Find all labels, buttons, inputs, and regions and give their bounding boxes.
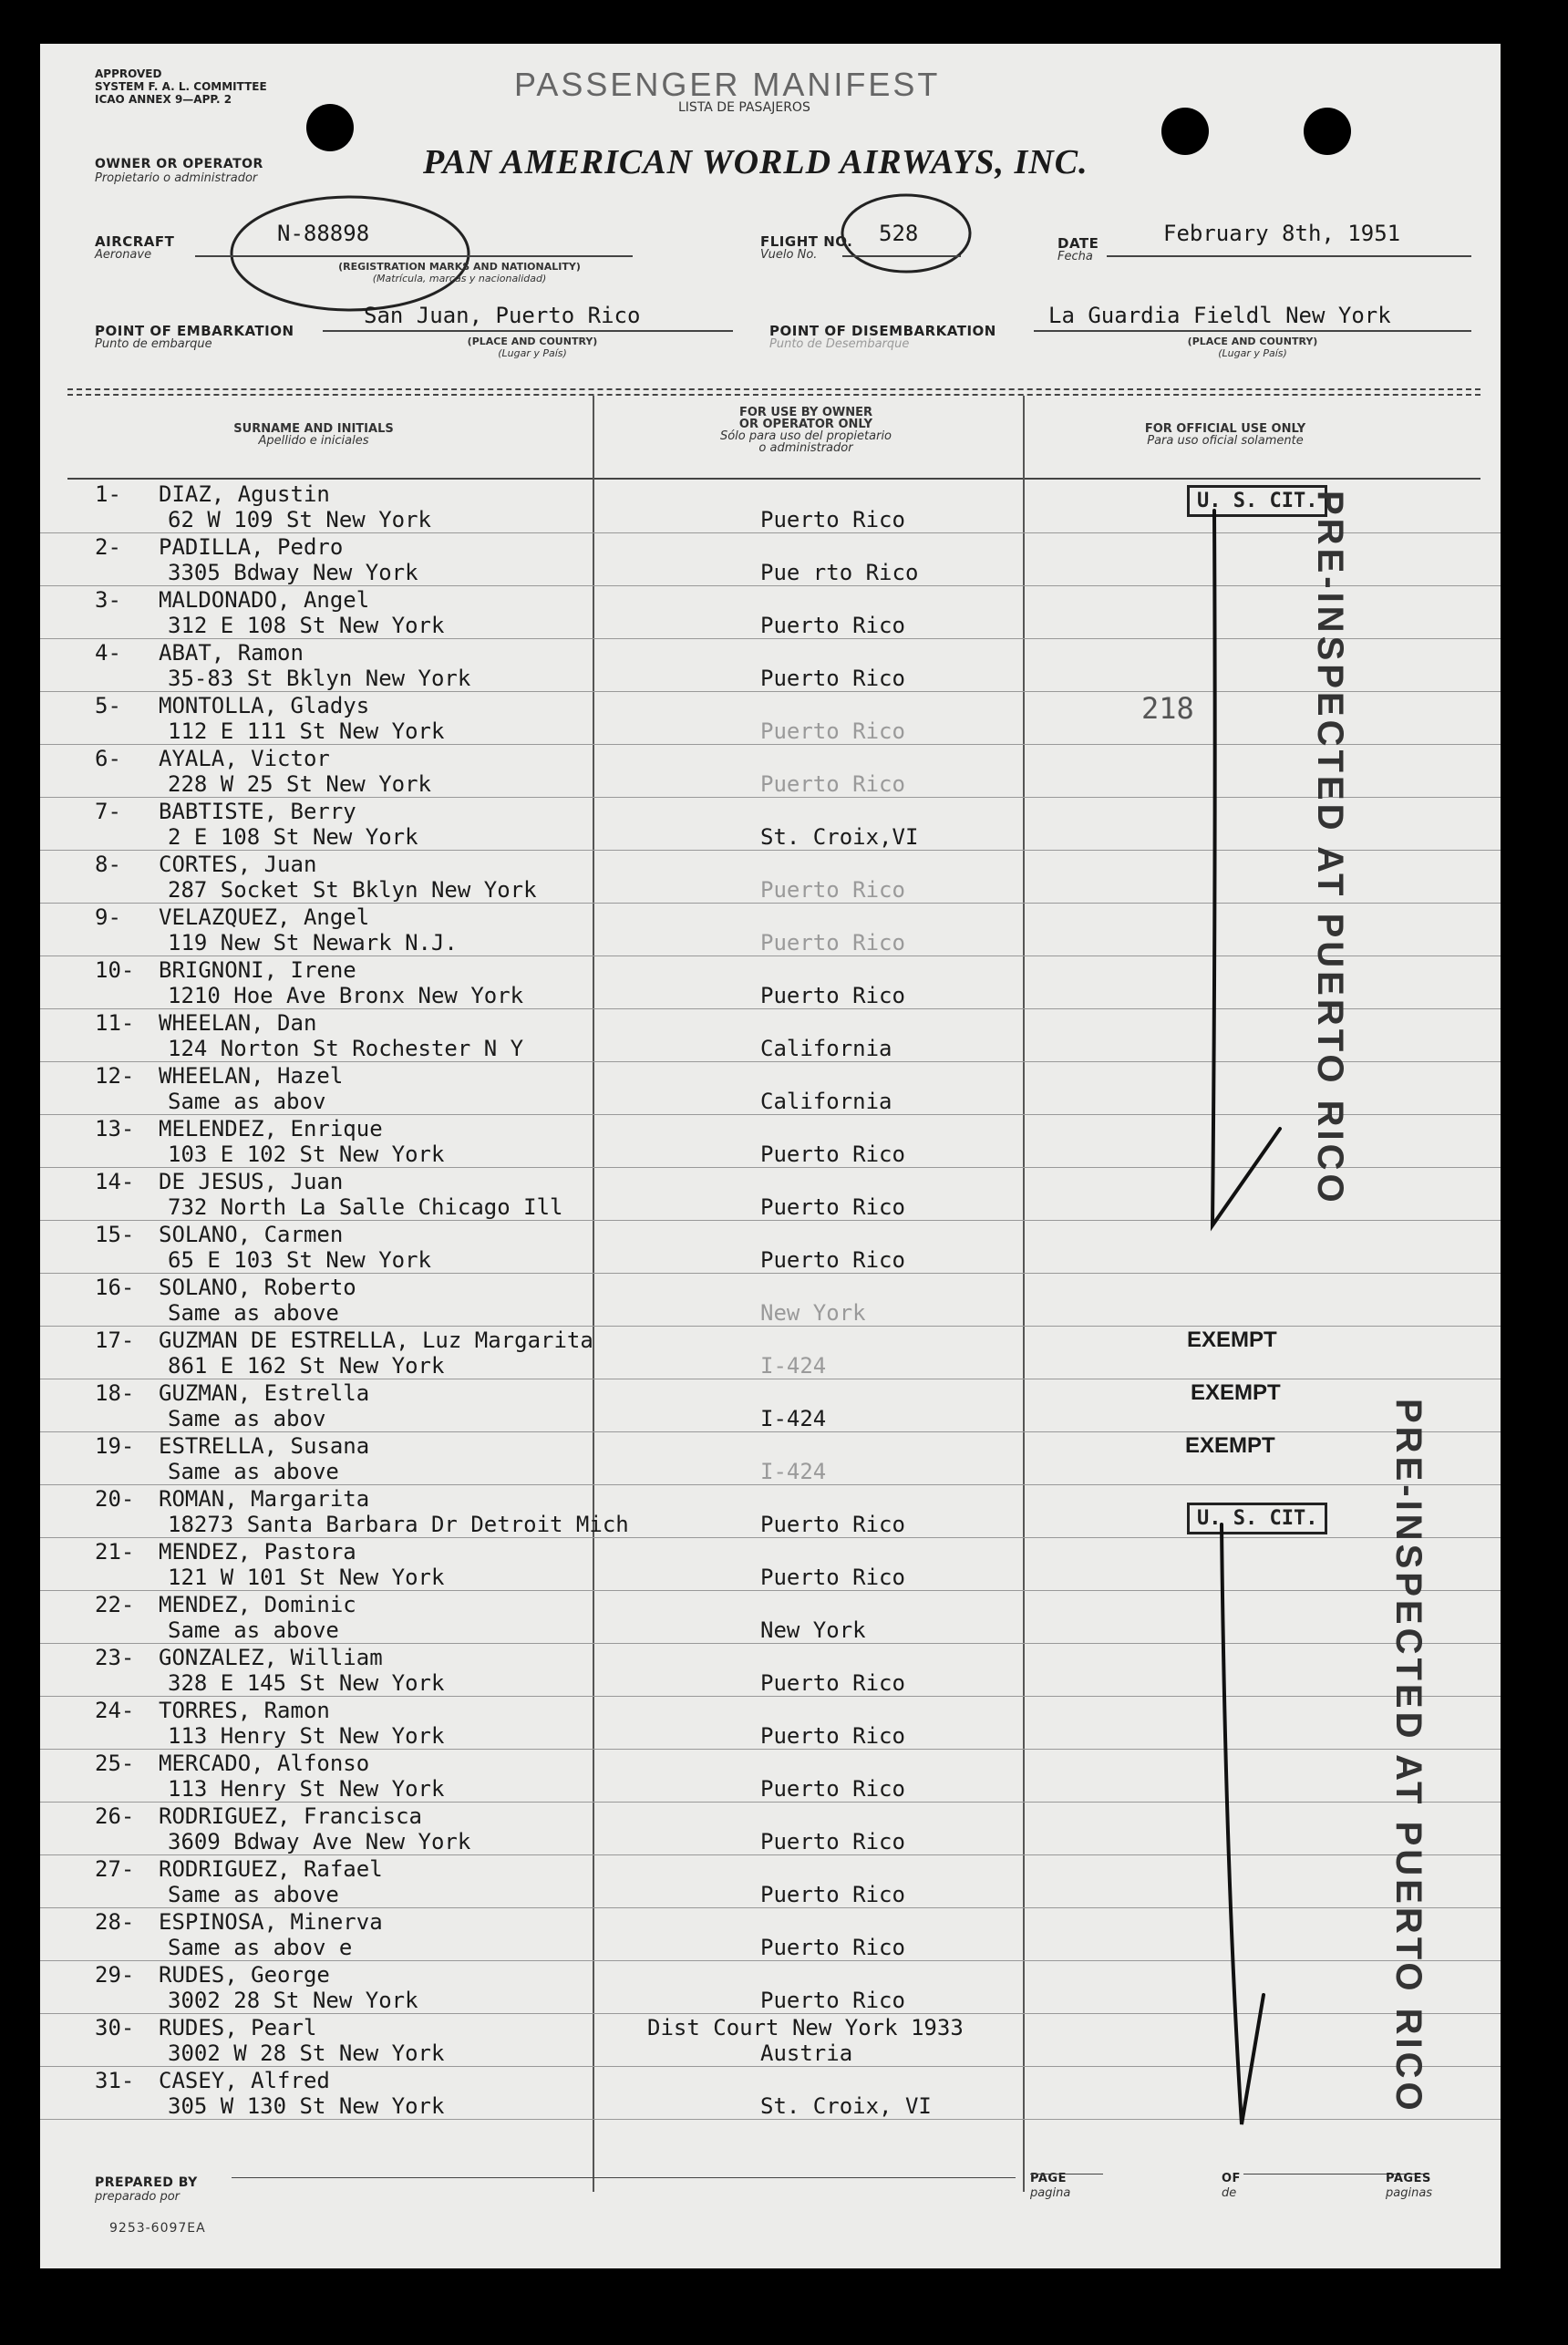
passenger-number: 24- [95,1698,135,1723]
embark-label-es: Punto de embarque [95,337,212,351]
airline-name: PAN AMERICAN WORLD AIRWAYS, INC. [423,143,1088,181]
passenger-name: GUZMAN DE ESTRELLA, Luz Margarita [159,1327,593,1353]
pages-label: PAGES [1386,2172,1431,2185]
approval-line: SYSTEM F. A. L. COMMITTEE [95,80,267,93]
column-label: SURNAME AND INITIALS [233,422,394,436]
passenger-destination: Puerto Rico [760,983,905,1008]
passenger-destination: St. Croix, VI [760,2093,932,2119]
passenger-number: 26- [95,1803,135,1829]
document-title: PASSENGER MANIFEST [514,66,941,103]
passenger-name: MERCADO, Alfonso [159,1751,370,1776]
owner-label-es: Propietario o administrador [95,171,258,185]
check-arrow [1212,511,1280,1225]
caption-line: (REGISTRATION MARKS AND NATIONALITY) [338,261,581,273]
passenger-address: 121 W 101 St New York [168,1565,445,1590]
passenger-address: Same as abov [168,1089,326,1114]
aircraft-label: AIRCRAFT [95,233,175,250]
column-label-es: o administrador [758,441,853,455]
passenger-number: 11- [95,1010,135,1036]
passenger-address: 3609 Bdway Ave New York [168,1829,471,1854]
column-label: FOR OFFICIAL USE ONLY [1144,422,1306,436]
flight-label: FLIGHT NO. [760,233,853,250]
preinspected-stamp: PRE-INSPECTED AT PUERTO RICO [1310,491,1350,1206]
date-label: DATE [1057,235,1099,252]
passenger-destination: Puerto Rico [760,1247,905,1273]
aircraft-label-es: Aeronave [95,248,152,262]
passenger-number: 6- [95,746,121,771]
passenger-name: RODRIGUEZ, Rafael [159,1856,383,1882]
passenger-destination: Puerto Rico [760,1670,905,1696]
passenger-address: 113 Henry St New York [168,1723,445,1749]
check-arrow [1222,1524,1264,2124]
passenger-destination: New York [760,1617,866,1643]
passenger-name: MONTOLLA, Gladys [159,693,370,718]
flight-label-es: Vuelo No. [760,248,818,262]
passenger-address: 119 New St Newark N.J. [168,930,458,956]
page-label: PAGE [1030,2172,1067,2185]
passenger-destination: Puerto Rico [760,1512,905,1537]
passenger-address: 3305 Bdway New York [168,560,418,585]
approval-line: APPROVED [95,67,162,80]
passenger-destination: California [760,1089,892,1114]
disembark-value: La Guardia Fieldl New York [1048,303,1391,328]
passenger-number: 21- [95,1539,135,1565]
passenger-destination: Puerto Rico [760,930,905,956]
passenger-address: 861 E 162 St New York [168,1353,445,1379]
caption-line: (Lugar y País) [1218,347,1287,359]
passenger-address: 732 North La Salle Chicago Ill [168,1194,563,1220]
exempt-mark: EXEMPT [1185,1433,1275,1458]
passenger-address: 35-83 St Bklyn New York [168,666,471,691]
caption-line: (PLACE AND COUNTRY) [1187,336,1318,347]
column-label-es: Para uso oficial solamente [1147,434,1304,448]
passenger-number: 10- [95,957,135,983]
handwritten-number: 218 [1141,691,1194,726]
passenger-number: 19- [95,1433,135,1459]
passenger-address: 2 E 108 St New York [168,824,418,850]
passenger-name: VELAZQUEZ, Angel [159,904,370,930]
us-citizen-stamp: U. S. CIT. [1187,485,1327,517]
passenger-name: SOLANO, Roberto [159,1275,356,1300]
passenger-number: 1- [95,481,121,507]
passenger-number: 4- [95,640,121,666]
passenger-destination: I-424 [760,1353,827,1379]
passenger-address: 18273 Santa Barbara Dr Detroit Mich [168,1512,629,1537]
column-label-es: Sólo para uso del propietario [719,429,892,443]
passenger-number: 9- [95,904,121,930]
passenger-name: PADILLA, Pedro [159,534,344,560]
passenger-address: 112 E 111 St New York [168,718,445,744]
passenger-address: 287 Socket St Bklyn New York [168,877,537,903]
passenger-address: Same as above [168,1617,339,1643]
prepared-by-label-es: preparado por [95,2190,181,2204]
passenger-name: RODRIGUEZ, Francisca [159,1803,422,1829]
passenger-name: CORTES, Juan [159,852,317,877]
passenger-number: 17- [95,1327,135,1353]
owner-label: OWNER OR OPERATOR [95,157,263,171]
passenger-number: 23- [95,1645,135,1670]
passenger-number: 2- [95,534,121,560]
passenger-name: ROMAN, Margarita [159,1486,370,1512]
passenger-number: 5- [95,693,121,718]
passenger-name: RUDES, George [159,1962,330,1988]
passenger-name: WHEELAN, Hazel [159,1063,344,1089]
passenger-address: 312 E 108 St New York [168,613,445,638]
passenger-number: 30- [95,2015,135,2040]
passenger-destination: Puerto Rico [760,507,905,532]
passenger-destination: Puerto Rico [760,1565,905,1590]
column-label-es: Apellido e iniciales [258,434,369,448]
passenger-address: 1210 Hoe Ave Bronx New York [168,983,524,1008]
column-label: FOR USE BY OWNER [738,406,873,419]
disembark-label: POINT OF DISEMBARKATION [769,323,996,339]
passenger-name: RUDES, Pearl [159,2015,317,2040]
passenger-name: AYALA, Victor [159,746,330,771]
pages-label-es: paginas [1386,2186,1433,2200]
passenger-name: MALDONADO, Angel [159,587,370,613]
passenger-address: 328 E 145 St New York [168,1670,445,1696]
passenger-address: 3002 W 28 St New York [168,2040,445,2066]
form-code: 9253-6097EA [109,2221,206,2236]
passenger-address: 113 Henry St New York [168,1776,445,1802]
passenger-number: 16- [95,1275,135,1300]
of-label-es: de [1222,2186,1237,2200]
passenger-name: DIAZ, Agustin [159,481,330,507]
passenger-number: 12- [95,1063,135,1089]
passenger-destination: Puerto Rico [760,771,905,797]
passenger-number: 31- [95,2068,135,2093]
passenger-address: 124 Norton St Rochester N Y [168,1036,524,1061]
passenger-number: 20- [95,1486,135,1512]
passenger-address: 228 W 25 St New York [168,771,431,797]
passenger-destination: Puerto Rico [760,613,905,638]
passenger-number: 3- [95,587,121,613]
date-label-es: Fecha [1057,250,1093,263]
passenger-name: SOLANO, Carmen [159,1222,344,1247]
prepared-by-line [232,2177,1016,2178]
passenger-note: Dist Court New York 1933 [647,2015,964,2040]
passenger-destination: Austria [760,2040,853,2066]
passenger-destination: Puerto Rico [760,666,905,691]
passenger-number: 25- [95,1751,135,1776]
passenger-address: 3002 28 St New York [168,1988,418,2013]
passenger-name: MENDEZ, Pastora [159,1539,356,1565]
passenger-name: BRIGNONI, Irene [159,957,356,983]
passenger-destination: St. Croix,VI [760,824,919,850]
passenger-name: CASEY, Alfred [159,2068,330,2093]
passenger-destination: Puerto Rico [760,1142,905,1167]
passenger-name: GUZMAN, Estrella [159,1380,370,1406]
passenger-number: 15- [95,1222,135,1247]
passenger-number: 13- [95,1116,135,1142]
page-line [1030,2174,1103,2175]
column-label: OR OPERATOR ONLY [738,418,873,431]
passenger-destination: Puerto Rico [760,718,905,744]
passenger-name: WHEELAN, Dan [159,1010,317,1036]
passenger-name: ESPINOSA, Minerva [159,1909,383,1935]
passenger-destination: I-424 [760,1406,827,1431]
passenger-number: 7- [95,799,121,824]
disembark-label-es: Punto de Desembarque [769,337,910,351]
passenger-destination: Puerto Rico [760,1935,905,1960]
passenger-number: 29- [95,1962,135,1988]
passenger-destination: New York [760,1300,866,1326]
embark-value: San Juan, Puerto Rico [364,303,641,328]
handwritten-checkmarks [40,44,1501,2268]
passenger-number: 8- [95,852,121,877]
passenger-destination: Puerto Rico [760,1882,905,1907]
passenger-address: Same as above [168,1300,339,1326]
prepared-by-label: PREPARED BY [95,2175,198,2190]
us-citizen-stamp: U. S. CIT. [1187,1503,1327,1534]
approval-line: ICAO ANNEX 9—APP. 2 [95,93,232,106]
flight-value: 528 [879,221,919,246]
passenger-destination: Pue rto Rico [760,560,919,585]
passenger-address: 62 W 109 St New York [168,507,431,532]
manifest-sheet [40,44,1501,2268]
aircraft-value: N-88898 [277,221,370,246]
of-label: OF [1222,2172,1241,2185]
passenger-destination: Puerto Rico [760,1776,905,1802]
date-value: February 8th, 1951 [1163,221,1401,246]
page-label-es: pagina [1030,2186,1071,2200]
passenger-address: 65 E 103 St New York [168,1247,431,1273]
passenger-destination: Puerto Rico [760,1829,905,1854]
passenger-name: GONZALEZ, William [159,1645,383,1670]
exempt-mark: EXEMPT [1191,1380,1281,1405]
caption-line: (Lugar y País) [498,347,567,359]
passenger-destination: Puerto Rico [760,1723,905,1749]
document-subtitle: LISTA DE PASAJEROS [678,100,810,115]
passenger-address: 103 E 102 St New York [168,1142,445,1167]
passenger-destination: Puerto Rico [760,1988,905,2013]
passenger-destination: I-424 [760,1459,827,1484]
caption-line: (PLACE AND COUNTRY) [467,336,598,347]
passenger-destination: Puerto Rico [760,877,905,903]
passenger-destination: California [760,1036,892,1061]
passenger-name: TORRES, Ramon [159,1698,330,1723]
exempt-mark: EXEMPT [1187,1327,1277,1352]
passenger-number: 27- [95,1856,135,1882]
passenger-address: Same as above [168,1459,339,1484]
embark-label: POINT OF EMBARKATION [95,323,294,339]
passenger-number: 28- [95,1909,135,1935]
passenger-name: ABAT, Ramon [159,640,304,666]
passenger-address: 305 W 130 St New York [168,2093,445,2119]
passenger-address: Same as above [168,1882,339,1907]
passenger-address: Same as abov [168,1406,326,1431]
passenger-name: MENDEZ, Dominic [159,1592,356,1617]
passenger-name: BABTISTE, Berry [159,799,356,824]
passenger-name: MELENDEZ, Enrique [159,1116,383,1142]
passenger-number: 18- [95,1380,135,1406]
passenger-destination: Puerto Rico [760,1194,905,1220]
caption-line: (Matrícula, marcas y nacionalidad) [372,273,547,284]
passenger-name: ESTRELLA, Susana [159,1433,370,1459]
passenger-name: DE JESUS, Juan [159,1169,344,1194]
passenger-number: 14- [95,1169,135,1194]
passenger-number: 22- [95,1592,135,1617]
preinspected-stamp: PRE-INSPECTED AT PUERTO RICO [1388,1399,1429,2114]
passenger-address: Same as abov e [168,1935,353,1960]
